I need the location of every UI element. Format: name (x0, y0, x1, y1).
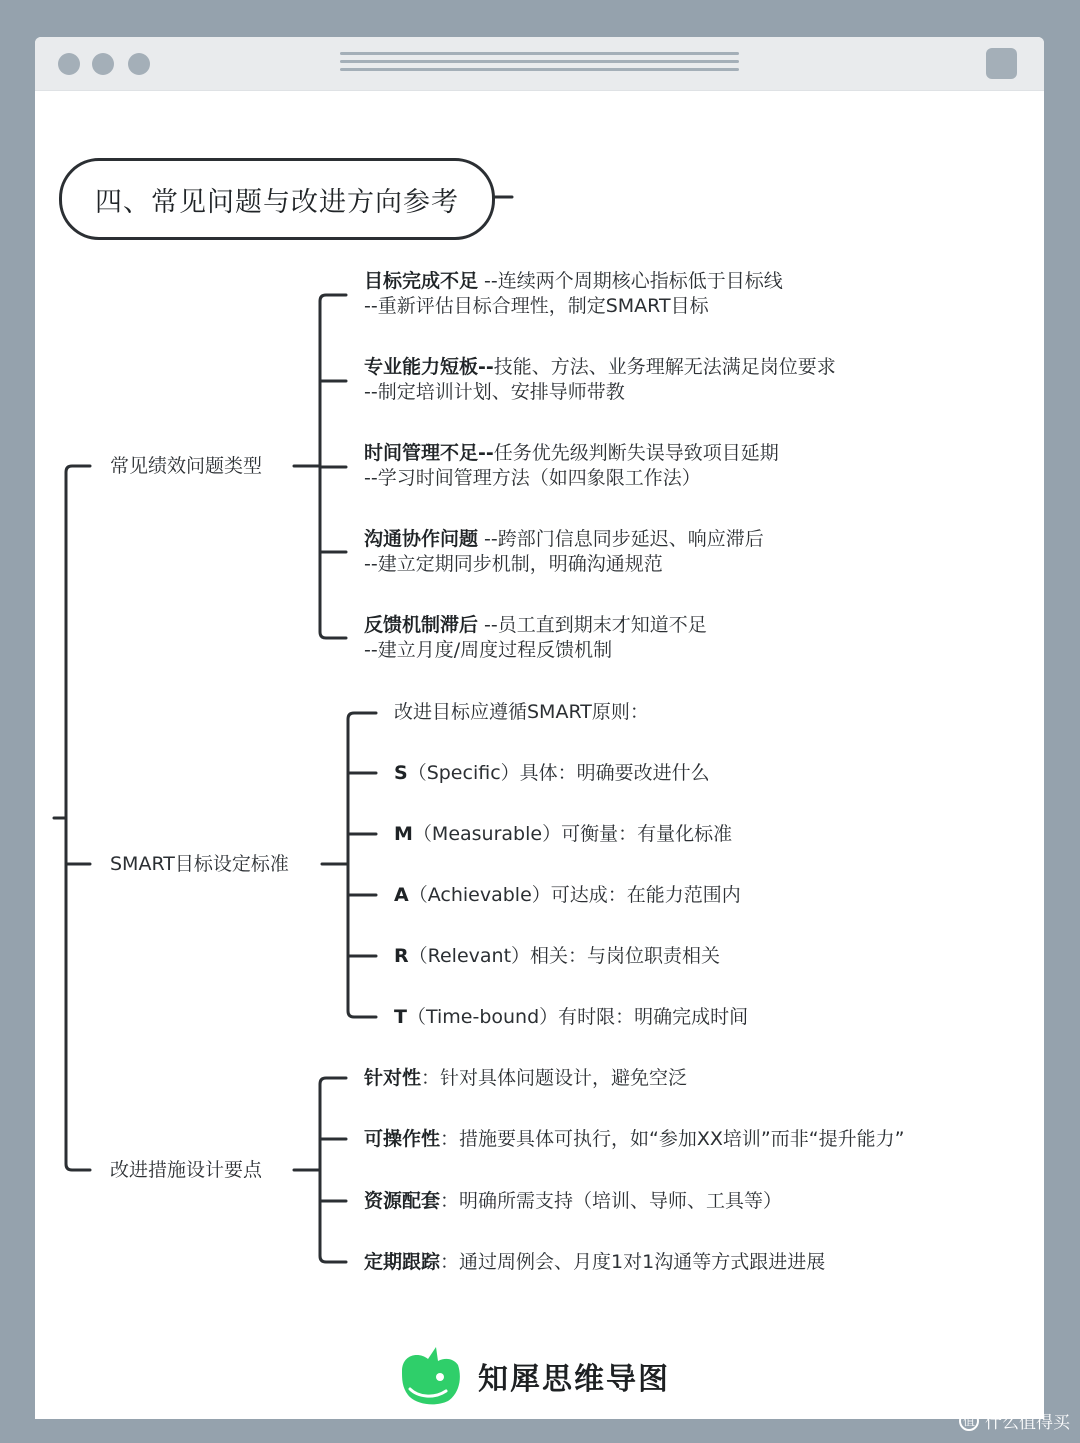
brand-footer (398, 1346, 670, 1406)
item-solution: --制定培训计划、安排导师带教 (364, 381, 625, 403)
item-text: --员工直到期末才知道不足 (478, 614, 707, 636)
item-bold: S (394, 762, 408, 784)
item-text: （Achievable）可达成：在能力范围内 (408, 884, 741, 906)
item-bold: 定期跟踪 (364, 1251, 441, 1273)
item-solution: --建立月度/周度过程反馈机制 (364, 639, 613, 661)
watermark-badge-icon: 值 (959, 1411, 979, 1431)
problem-item (364, 527, 764, 577)
item-text: （Specific）具体：明确要改进什么 (407, 762, 710, 784)
branch2-bracket (348, 713, 376, 1017)
trunk-connector (66, 466, 90, 1170)
watermark-text: 什么值得买 (985, 1413, 1070, 1433)
item-bold: 反馈机制滞后 (364, 614, 479, 636)
item-text: 任务优先级判断失误导致项目延期 (493, 442, 779, 464)
watermark (959, 1408, 1070, 1433)
item-text: （Relevant）相关：与岗位职责相关 (408, 945, 721, 967)
problem-item (364, 441, 779, 491)
item-solution: --建立定期同步机制，明确沟通规范 (364, 553, 663, 575)
brand-name: 知犀思维导图 (478, 1362, 670, 1397)
branch3-bracket (320, 1078, 346, 1262)
item-bold: 时间管理不足-- (364, 442, 494, 464)
branch-label: SMART目标设定标准 (110, 853, 289, 875)
branch-label: 常见绩效问题类型 (110, 455, 263, 477)
item-bold: 目标完成不足 (364, 270, 479, 292)
item-text: --连续两个周期核心指标低于目标线 (478, 270, 783, 292)
item-text: ：针对具体问题设计，避免空泛 (421, 1067, 688, 1089)
item-text: ：措施要具体可执行，如“参加XX培训”而非“提升能力” (440, 1128, 905, 1150)
problem-item (364, 355, 836, 405)
item-bold: 沟通协作问题 (364, 528, 479, 550)
item-bold: 专业能力短板-- (364, 356, 494, 378)
measure-item (364, 1066, 687, 1091)
item-text: --跨部门信息同步延迟、响应滞后 (478, 528, 764, 550)
item-bold: A (394, 884, 409, 906)
root-node-title: 四、常见问题与改进方向参考 (59, 158, 495, 240)
measure-item (364, 1127, 904, 1152)
item-text: ：通过周例会、月度1对1沟通等方式跟进进展 (440, 1251, 826, 1273)
smart-item (394, 761, 710, 786)
smart-item (394, 1005, 748, 1030)
smart-item (394, 944, 720, 969)
item-text: 改进目标应遵循SMART原则： (394, 701, 649, 723)
item-bold: 资源配套 (364, 1190, 441, 1212)
item-text: 技能、方法、业务理解无法满足岗位要求 (493, 356, 836, 378)
item-solution: --学习时间管理方法（如四象限工作法） (364, 467, 701, 489)
item-bold: 针对性 (364, 1067, 422, 1089)
smart-item (394, 822, 732, 847)
branch-label: 改进措施设计要点 (110, 1159, 263, 1181)
smart-item (394, 700, 649, 725)
rhino-logo-icon (398, 1347, 462, 1405)
measure-item (364, 1189, 782, 1214)
item-text: （Time-bound）有时限：明确完成时间 (406, 1006, 749, 1028)
item-bold: T (394, 1006, 407, 1028)
item-solution: --重新评估目标合理性，制定SMART目标 (364, 295, 709, 317)
item-bold: M (394, 823, 413, 845)
problem-item (364, 613, 707, 663)
item-text: ：明确所需支持（培训、导师、工具等） (440, 1190, 783, 1212)
smart-item (394, 883, 741, 908)
problem-item (364, 269, 783, 319)
item-bold: 可操作性 (364, 1128, 441, 1150)
item-text: （Measurable）可衡量：有量化标准 (412, 823, 733, 845)
item-bold: R (394, 945, 409, 967)
measure-item (364, 1250, 825, 1275)
